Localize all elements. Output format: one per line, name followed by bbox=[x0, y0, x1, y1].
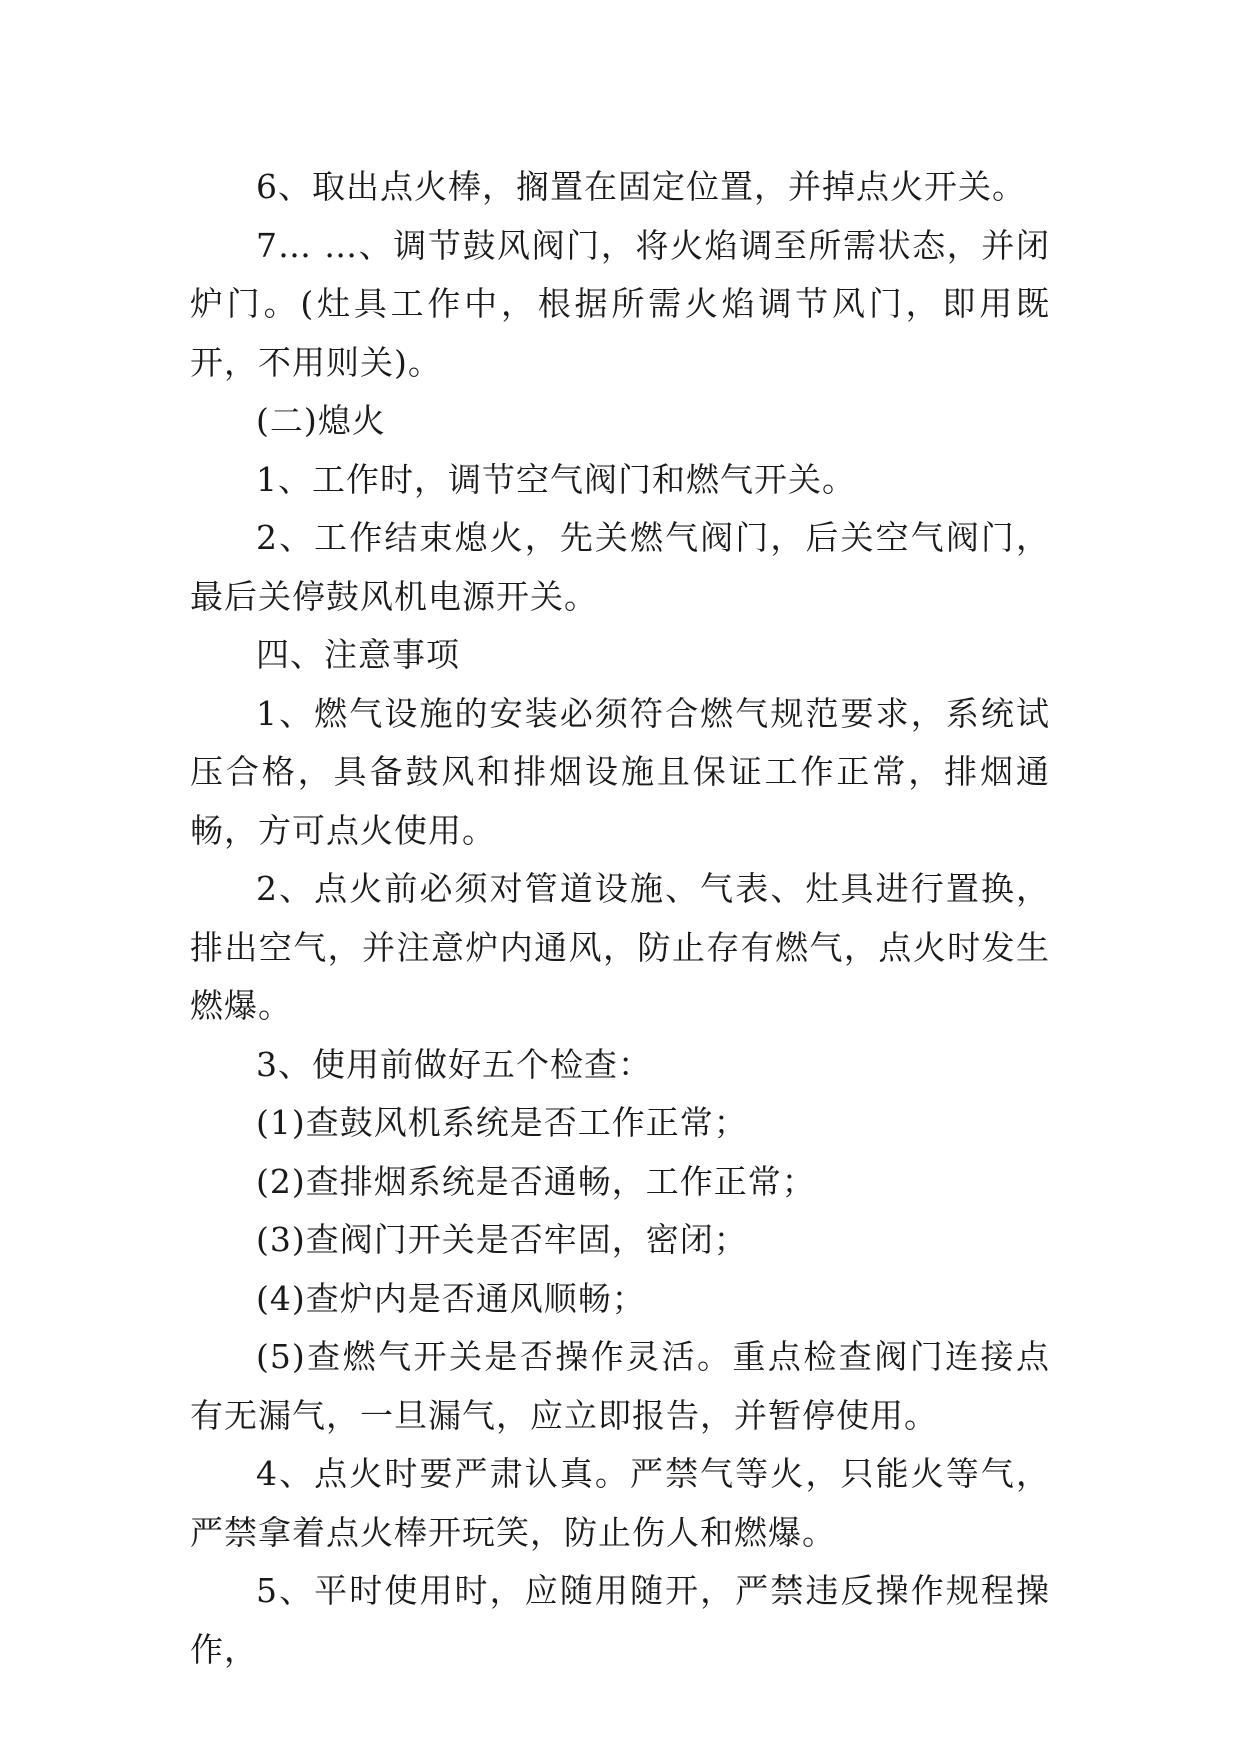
checklist-item-2: (2)查排烟系统是否通畅，工作正常； bbox=[256, 1161, 816, 1201]
paragraph-precaution-4: 4、点火时要严肃认真。严禁气等火，只能火等气，严禁拿着点火棒开玩笑，防止伤人和燃爆。 bbox=[190, 1454, 1050, 1552]
paragraph-step-7: 7… …、调节鼓风阀门，将火焰调至所需状态，并闭炉门。(灶具工作中，根据所需火焰调节风门，即用既开，不用则关)。 bbox=[190, 225, 1050, 382]
section-heading-extinguish: (二)熄火 bbox=[256, 401, 386, 440]
paragraph-precaution-1: 1、燃气设施的安装必须符合燃气规范要求，系统试压合格，具备鼓风和排烟设施且保证工作正常，排烟通畅，方可点火使用。 bbox=[190, 693, 1050, 850]
paragraph-precaution-3: 3、使用前做好五个检查： bbox=[256, 1044, 652, 1084]
paragraph-extinguish-1: 1、工作时，调节空气阀门和燃气开关。 bbox=[256, 459, 856, 499]
paragraph-step-6: 6、取出点火棒，搁置在固定位置，并掉点火开关。 bbox=[256, 167, 1026, 206]
section-heading-precautions: 四、注意事项 bbox=[256, 635, 460, 674]
checklist-item-4: (4)查炉内是否通风顺畅； bbox=[256, 1278, 646, 1318]
checklist-item-5: (5)查燃气开关是否操作灵活。重点检查阀门连接点有无漏气，一旦漏气，应立即报告，并暂停使用。 bbox=[190, 1337, 1050, 1435]
paragraph-precaution-2: 2、点火前必须对管道设施、气表、灶具进行置换，排出空气，并注意炉内通风，防止存有燃气，点火时发生燃爆。 bbox=[190, 869, 1050, 1025]
paragraph-extinguish-2: 2、工作结束熄火，先关燃气阀门，后关空气阀门，最后关停鼓风机电源开关。 bbox=[190, 518, 1050, 616]
document-body bbox=[190, 158, 1050, 1679]
paragraph-precaution-5: 5、平时使用时，应随用随开，严禁违反操作规程操作， bbox=[190, 1571, 1050, 1669]
checklist-item-3: (3)查阀门开关是否牢固，密闭； bbox=[256, 1220, 748, 1259]
checklist-item-1: (1)查鼓风机系统是否工作正常； bbox=[256, 1103, 748, 1142]
